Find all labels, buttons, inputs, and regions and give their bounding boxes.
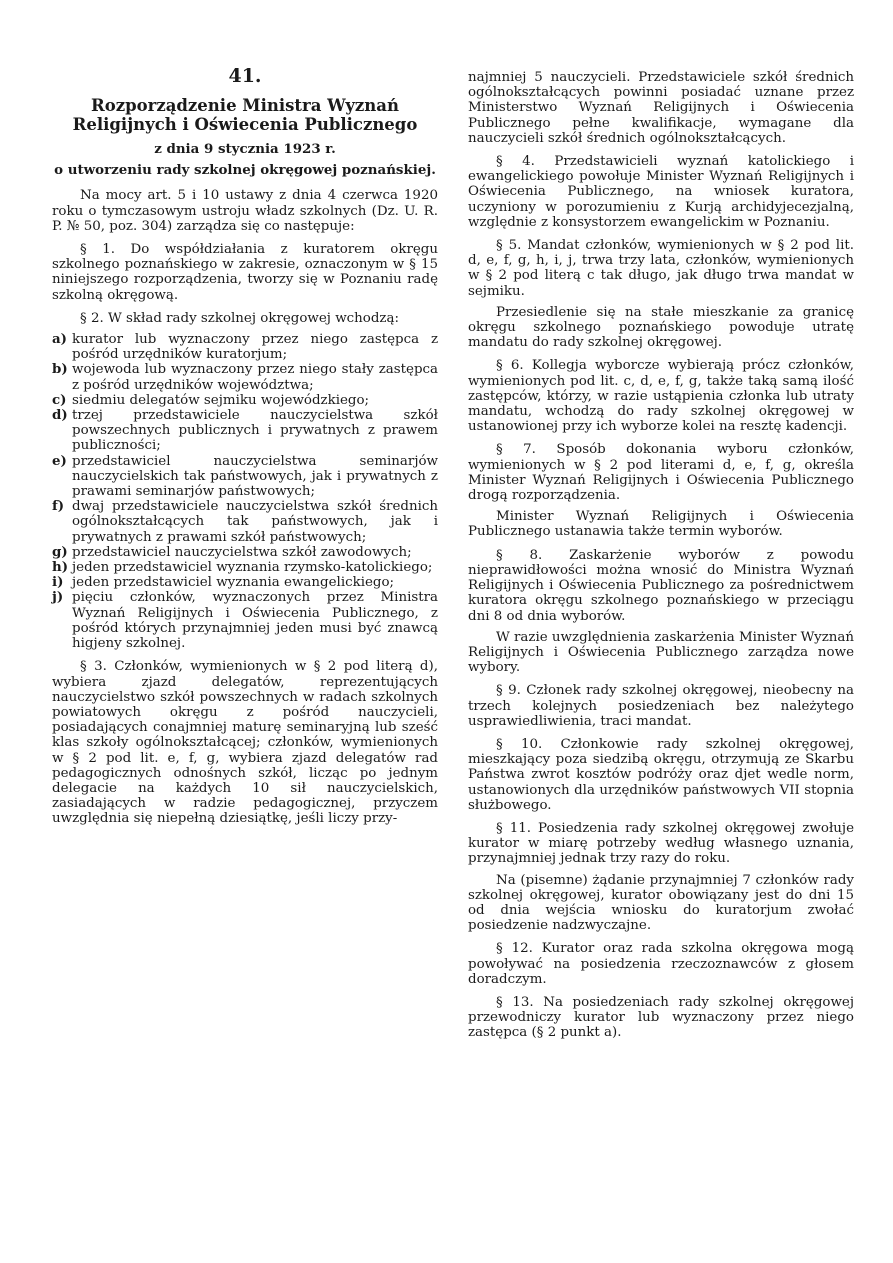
list-item-text: wojewoda lub wyznaczony przez niego stały zastępca z pośród urzędników województwa; [72, 362, 438, 393]
list-item-text: pięciu członków, wyznaczonych przez Ministra Wyznań Religijnych i Oświecenia Publicznego, z pośród których przynajmniej jeden musi być znawcą higjeny szkolnej. [72, 590, 438, 652]
title-line-2: Religijnych i Oświecenia Publicznego [72, 115, 418, 134]
list-item [52, 575, 438, 590]
list-item-text: przedstawiciel nauczycielstwa seminarjów nauczycielskich tak państwowych, jak i prywatnych z prawami seminarjów państwowych; [72, 453, 438, 500]
document-title [52, 96, 438, 134]
list-item-label: b) [52, 361, 68, 378]
section-2-list [52, 332, 438, 651]
section-8-paragraph-2: W razie uwzględnienia zaskarżenia Minister Wyznań Religijnych i Oświecenia Publicznego zarządza nowe wybory. [468, 629, 854, 676]
section-5-paragraph-2: Przesiedlenie się na stałe mieszkanie za granicę okręgu szkolnego poznańskiego powoduje utratę mandatu do rady szkolnej okręgowej. [468, 304, 854, 351]
left-column [52, 64, 438, 833]
section-2-intro: § 2. W skład rady szkolnej okręgowej wchodzą: [80, 310, 399, 326]
section-3: § 3. Członków, wymienionych w § 2 pod literą d), wybiera zjazd delegatów, reprezentujących nauczycielstwo szkół powszechnych w radach szkolnych powiatowych okręgu z pośród nauczycieli, posiadających conajmniej maturę seminaryjną lub sześć klas szkoły ogólnokształcącej; członków, wymienionych w § 2 pod lit. e, f, g, wybiera zjazd delegatów rad pedagogicznych odnośnych szkół, licząc po jednym delegacie na każdych 10 sił nauczycielskich, zasiadających w radzie pedagogicznej, przyczem uwzględnia się niepełną dziesiątkę, jeśli liczy przy- [52, 659, 438, 827]
list-item-label: d) [52, 407, 68, 424]
section-5: § 5. Mandat członków, wymienionych w § 2 pod lit. d, e, f, g, h, i, j, trwa trzy lata, członków, wymienionych w § 2 pod literą c tak długo, jak długo trwa mandat w sejmiku. [468, 238, 854, 299]
section-6: § 6. Kollegja wyborcze wybierają prócz członków, wymienionych pod lit. c, d, e, f, g, także taką samą ilość zastępców, którzy, w razie ustąpienia członka lub utraty mandatu, wchodzą do rady szkolnej okręgowej w ustanowionej przy ich wyborze kolei na resztę kadencji. [468, 358, 854, 435]
list-item [52, 590, 438, 651]
section-13: § 13. Na posiedzeniach rady szkolnej okręgowej przewodniczy kurator lub wyznaczony przez niego zastępca (§ 2 punkt a). [468, 994, 854, 1041]
section-7: § 7. Sposób dokonania wyboru członków, wymienionych w § 2 pod literami d, e, f, g, określa Minister Wyznań Religijnych i Oświecenia Publicznego drogą rozporządzenia. [468, 442, 854, 504]
section-1: § 1. Do współdziałania z kuratorem okręgu szkolnego poznańskiego w zakresie, oznaczonym w § 15 niniejszego rozporządzenia, tworzy się w Poznaniu radę szkolną okręgową. [52, 242, 438, 303]
list-item-label: c) [52, 391, 67, 408]
list-item-text: siedmiu delegatów sejmiku wojewódzkiego; [72, 392, 370, 408]
list-item-text: dwaj przedstawiciele nauczycielstwa szkół średnich ogólnokształcących tak państwowych, jak i prywatnych z prawami szkół państwowych; [72, 499, 438, 545]
document-subject: o utworzeniu rady szkolnej okręgowej poznańskiej. [54, 162, 436, 179]
list-item [52, 499, 438, 545]
list-item-label: h) [52, 559, 69, 576]
title-line-1: Rozporządzenie Ministra Wyznań [91, 96, 399, 115]
section-4: § 4. Przedstawicieli wyznań katolickiego i ewangelickiego powołuje Minister Wyznań Religijnych i Oświecenia Publicznego, na wniosek kuratora, uczyniony w porozumieniu z Kurją archidyjecezjalną, względnie z konsystorzem ewangelickim w Poznaniu. [468, 154, 854, 230]
list-item [52, 393, 438, 408]
list-item-text: przedstawiciel nauczycielstwa szkół zawodowych; [72, 544, 412, 560]
section-8: § 8. Zaskarżenie wyborów z powodu nieprawidłowości można wnosić do Ministra Wyznań Religijnych i Oświecenia Publicznego za pośrednictwem kuratora okręgu szkolnego poznańskiego w przeciągu dni 8 od dnia wyborów. [468, 547, 854, 624]
list-item [52, 408, 438, 454]
list-item-text: jeden przedstawiciel wyznania rzymsko-katolickiego; [72, 560, 433, 576]
document-date: z dnia 9 stycznia 1923 r. [154, 141, 336, 157]
right-column [468, 70, 854, 1047]
section-9: § 9. Członek rady szkolnej okręgowej, nieobecny na trzech kolejnych posiedzeniach bez należytego usprawiedliwienia, traci mandat. [468, 683, 854, 729]
list-item-label: f) [52, 498, 65, 515]
list-item-label: j) [52, 589, 64, 606]
list-item [52, 560, 438, 575]
list-item [52, 332, 438, 362]
section-11: § 11. Posiedzenia rady szkolnej okręgowej zwołuje kurator w miarę potrzeby według własnego uznania, przynajmniej jednak trzy razy do roku. [468, 820, 854, 867]
list-item-label: g) [52, 543, 68, 560]
list-item [52, 545, 438, 560]
section-11-paragraph-2: Na (pisemne) żądanie przynajmniej 7 członków rady szkolnej okręgowej, kurator obowiązany jest do dni 15 od dnia wejścia wniosku do kuratorjum zwołać posiedzenie nadzwyczajne. [468, 872, 854, 934]
section-12: § 12. Kurator oraz rada szkolna okręgowa mogą powoływać na posiedzenia rzeczoznawców z głosem doradczym. [468, 941, 854, 987]
list-item-label: e) [52, 452, 67, 469]
document-number: 41. [228, 65, 262, 87]
list-item-label: a) [52, 331, 68, 348]
list-item-text: kurator lub wyznaczony przez niego zastępca z pośród urzędników kuratorjum; [72, 332, 438, 363]
list-item-text: trzej przedstawiciele nauczycielstwa szkół powszechnych publicznych i prywatnych z prawem publiczności; [72, 408, 438, 454]
preamble: Na mocy art. 5 i 10 ustawy z dnia 4 czerwca 1920 roku o tymczasowym ustroju władz szkolnych (Dz. U. R. P. № 50, poz. 304) zarządza się co następuje: [52, 188, 438, 234]
list-item-label: i) [52, 574, 64, 591]
section-3-continuation: najmniej 5 nauczycieli. Przedstawiciele szkół średnich ogólnokształcących powinni posiadać uznane przez Ministerstwo Wyznań Religijnych i Oświecenia Publicznego pełne kwalifikacje, wymagane dla nauczycieli szkół średnich ogólnokształcących. [468, 70, 854, 146]
list-item [52, 454, 438, 500]
list-item-text: jeden przedstawiciel wyznania ewangelickiego; [72, 575, 395, 591]
section-10: § 10. Członkowie rady szkolnej okręgowej, mieszkający poza siedzibą okręgu, otrzymują ze Skarbu Państwa zwrot kosztów podróży oraz djet wedle norm, ustanowionych dla urzędników państwowych VII stopnia służbowego. [468, 736, 854, 813]
list-item [52, 362, 438, 392]
section-7-paragraph-2: Minister Wyznań Religijnych i Oświecenia Publicznego ustanawia także termin wyborów. [468, 509, 854, 540]
